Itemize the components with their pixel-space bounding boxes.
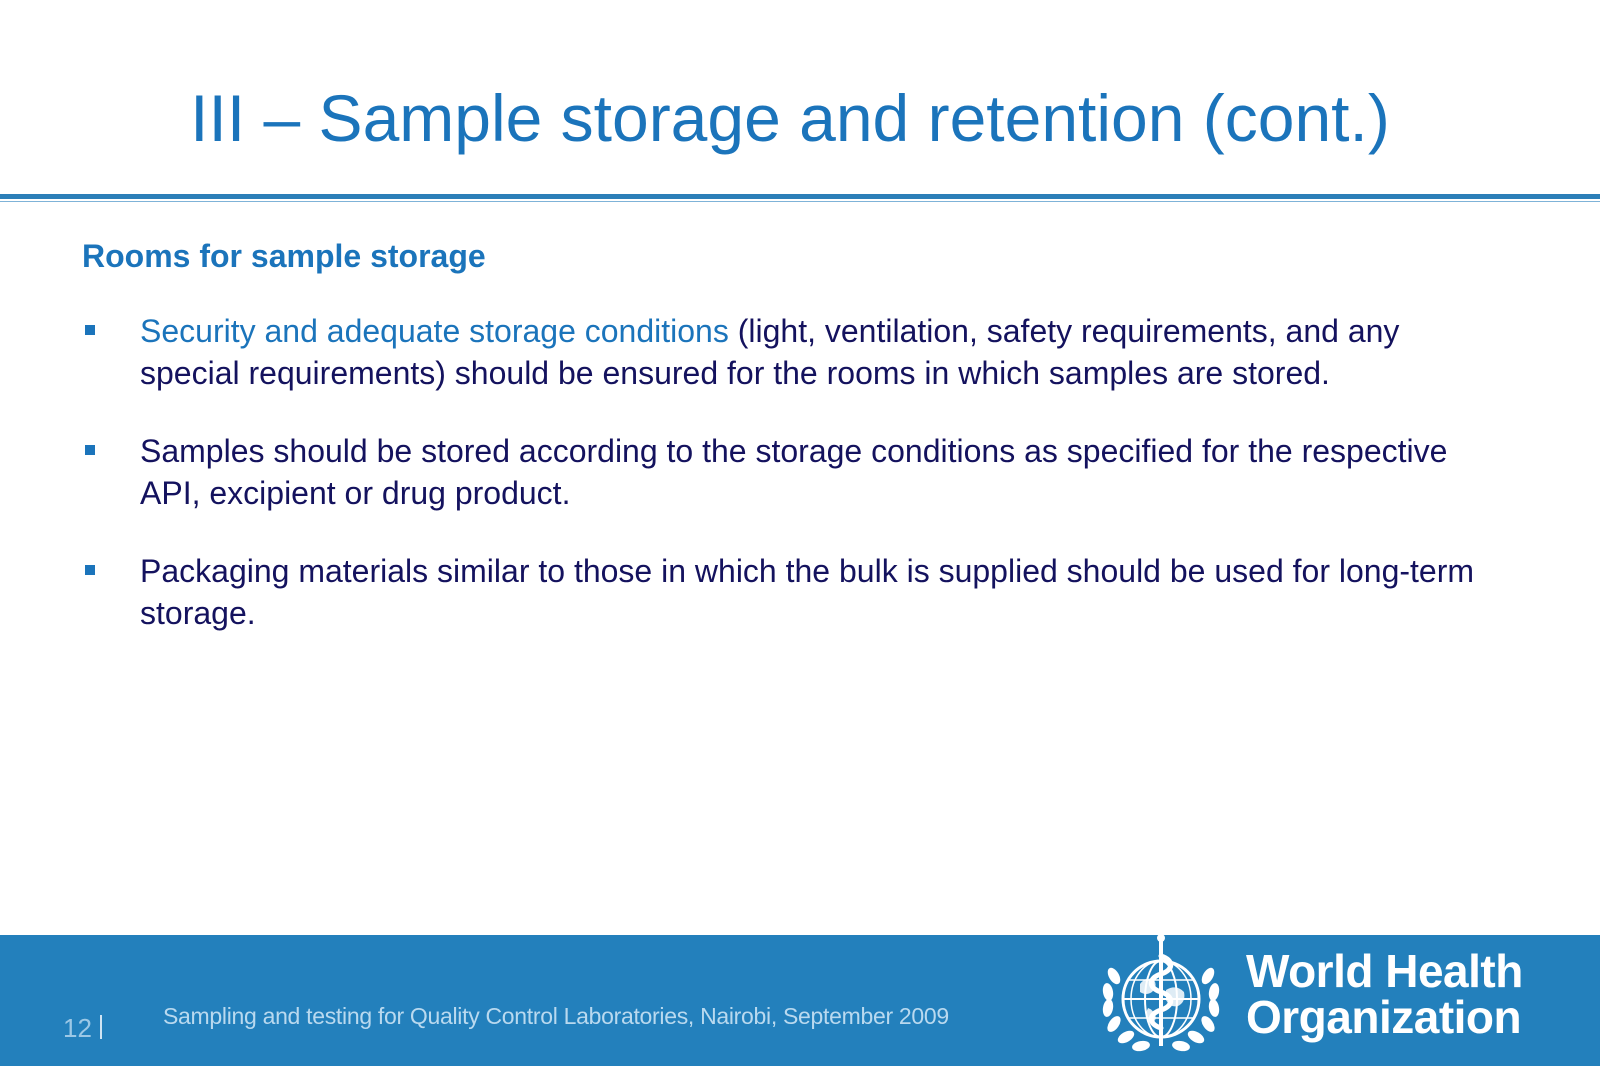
bullet-item bbox=[82, 310, 1482, 394]
footer-bar bbox=[0, 935, 1600, 1066]
bullet-marker-icon bbox=[85, 325, 95, 335]
bullet-item bbox=[82, 550, 1482, 634]
organization-name-line2: Organization bbox=[1246, 991, 1522, 1043]
organization-name bbox=[1246, 945, 1523, 1043]
bullet-highlight: Security and adequate storage conditions bbox=[140, 313, 729, 349]
bullet-text: Packaging materials similar to those in which the bulk is supplied should be used for long-term storage. bbox=[140, 553, 1475, 631]
who-logo bbox=[1086, 932, 1523, 1062]
bullet-marker-icon bbox=[85, 565, 95, 575]
bullet-list bbox=[82, 310, 1482, 670]
bullet-text: (light, ventilation, safety requirements, and any special requirements) should be ensured for the rooms in which samples are stored. bbox=[140, 313, 1400, 391]
title-divider bbox=[0, 194, 1600, 199]
page-number: 12 bbox=[63, 1013, 92, 1043]
bullet-item bbox=[82, 430, 1482, 514]
bullet-text: Samples should be stored according to the storage conditions as specified for the respective API, excipient or drug product. bbox=[140, 433, 1448, 511]
bullet-marker-icon bbox=[85, 445, 95, 455]
footer-caption: Sampling and testing for Quality Control Laboratories, Nairobi, September 2009 bbox=[163, 1003, 949, 1029]
slide-title: III – Sample storage and retention (cont.) bbox=[190, 81, 1390, 155]
page-number-separator bbox=[100, 1015, 102, 1039]
who-emblem-icon bbox=[1086, 932, 1236, 1062]
title-divider-thin bbox=[0, 201, 1600, 202]
organization-name-line1: World Health bbox=[1246, 945, 1523, 997]
section-subheading: Rooms for sample storage bbox=[82, 238, 486, 274]
